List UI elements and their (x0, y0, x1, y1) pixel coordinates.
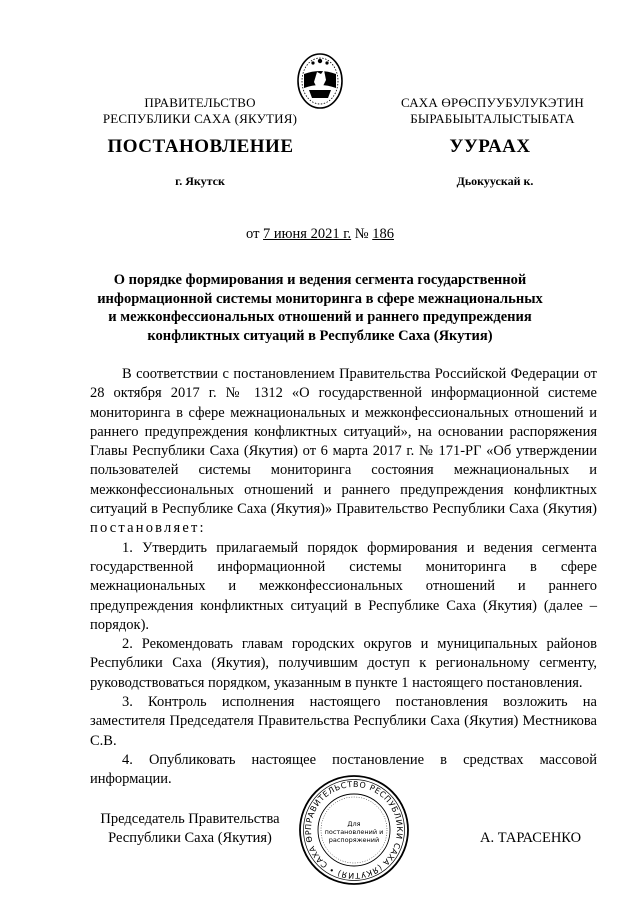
decree-subject (90, 271, 550, 345)
subject-line3: и межконфессиональных отношений и раннего предупреждения (108, 309, 532, 326)
signatory-position-line2: Республики Саха (Якутия) (108, 830, 272, 846)
city-sah: Дьокуускай к. (456, 174, 534, 188)
signatory-name: А. ТАРАСЕНКО (480, 830, 582, 846)
government-name-sah-line1: САХА ӨРӨСПУУБУЛУКЭТИН (400, 95, 584, 110)
decree-body (90, 365, 597, 790)
decree-date: 7 июня 2021 г. (263, 226, 352, 242)
city-ru: г. Якутск (175, 174, 225, 188)
subject-line2: информационной системы мониторинга в сфере межнациональных (97, 290, 543, 307)
item-3: 3. Контроль исполнения настоящего постановления возложить на заместителя Председателя Правительства Республики Саха (Якутия) Местникова С.В. (90, 694, 597, 749)
item-4: 4. Опубликовать настоящее постановление в средствах массовой информации. (90, 751, 597, 788)
stamp-center-line1: Для (347, 820, 361, 828)
number-sign: № (354, 226, 369, 242)
preamble-text: В соответствии с постановлением Правительства Российской Федерации от 28 октября 2017 г. № 1312 «О государственной информационной системе мониторинга в сфере межнациональных и межконфессиональных отношений и раннего предупреждения конфликтных ситуаций», на основании распоряжения Главы Республики Саха (Якутия) от 6 марта 2017 г. № 171-РГ «Об утверждении пользователей системы мониторинга состояния межнациональных и межконфессиональных отношений и раннего предупреждения конфликтных ситуаций в Республике Саха (Якутия)» Правительство Республики Саха (Якутия) (90, 366, 597, 518)
date-number-line (0, 226, 640, 243)
decree-number: 186 (372, 226, 394, 242)
item-1: 1. Утвердить прилагаемый порядок формирования и ведения сегмента государственной информационной системы мониторинга в сфере межнациональных и межконфессиональных отношений и раннего предупреждения конфликтных ситуаций в Республике Саха (Якутия) (далее – порядок). (90, 539, 597, 633)
stamp-center-line2: постановлений и (324, 828, 384, 836)
signatory-position-line1: Председатель Правительства (100, 811, 280, 827)
official-stamp (294, 767, 410, 886)
subject-line1: О порядке формирования и ведения сегмента государственной (113, 272, 527, 288)
government-name-sah-line2: БЫРАБЫЫТАЛЫСТЫБАТА (410, 111, 575, 126)
decree-word: постановляет: (90, 520, 206, 537)
stamp-ring-textpath: ПРАВИТЕЛЬСТВО РЕСПУБЛИКИ САХА (ЯКУТИЯ) • САХА ӨРӨСПУУБУЛУКЭТИН БЫРАБЫЫТАЛЫСТЫБАТА • (294, 767, 405, 881)
government-name-ru-line2: РЕСПУБЛИКИ САХА (ЯКУТИЯ) (102, 111, 298, 126)
signatory-position (90, 810, 290, 848)
government-name-sah (385, 95, 600, 127)
date-prefix: от (246, 226, 260, 242)
preamble-paragraph (90, 365, 597, 539)
item-2: 2. Рекомендовать главам городских округов и муниципальных районов Республики Саха (Якутия), получившим доступ к региональному сегменту, руководствоваться порядком, указанным в пункте 1 настоящего постановления. (90, 636, 597, 691)
subject-line4: конфликтных ситуаций в Республике Саха (Якутия) (147, 327, 493, 344)
stamp-center-line3: распоряжений (328, 836, 380, 844)
doc-type-title-ru: ПОСТАНОВЛЕНИЕ (107, 136, 294, 157)
doc-type-title-sah: УУРААХ (449, 136, 531, 157)
government-name-ru (90, 95, 310, 127)
government-name-ru-line1: ПРАВИТЕЛЬСТВО (144, 95, 256, 110)
